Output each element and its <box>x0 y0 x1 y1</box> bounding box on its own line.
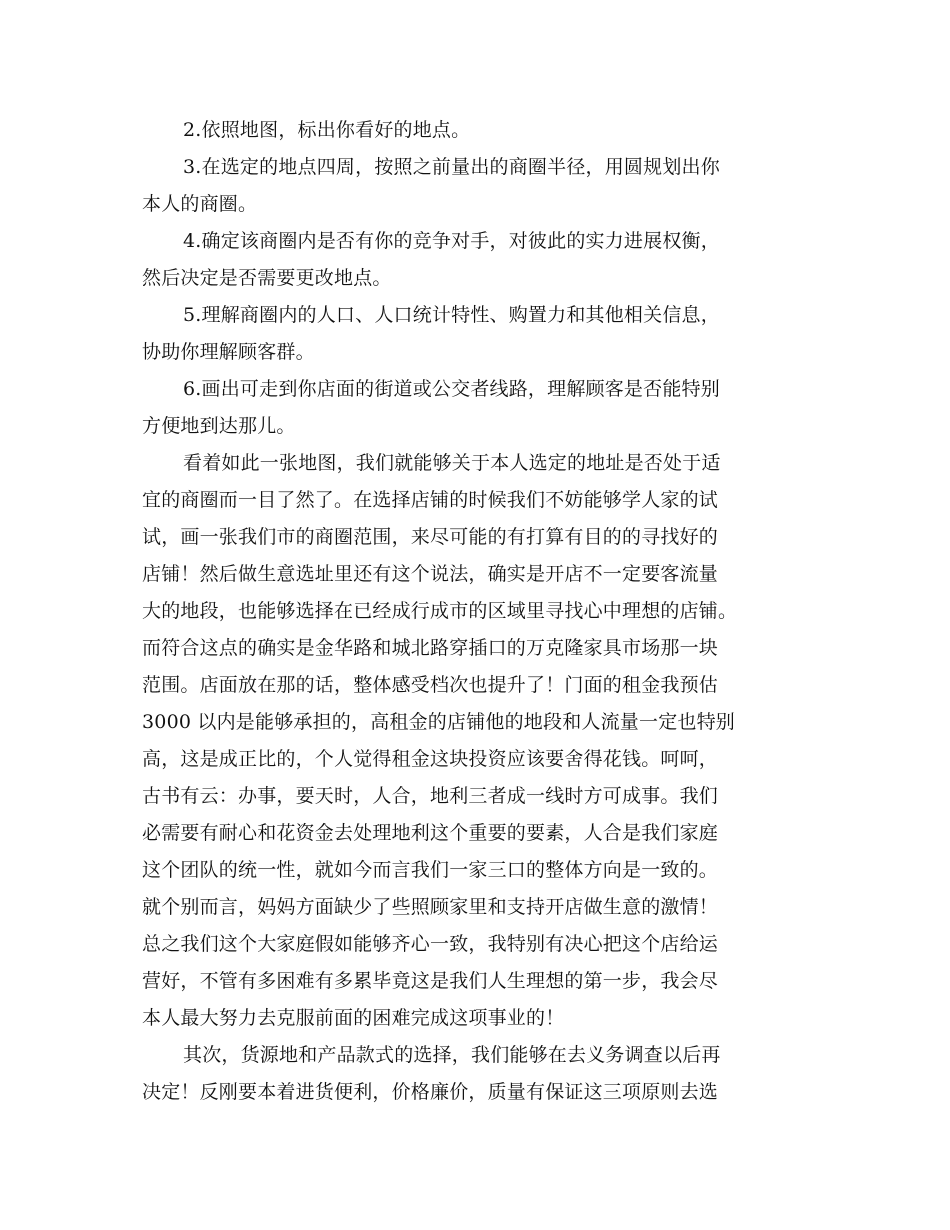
text-line: 然后决定是否需要更改地点。 <box>142 267 392 289</box>
text-line: 3000 以内是能够承担的，高租金的店铺他的地段和人流量一定也特别 <box>142 711 735 733</box>
text-line: 高，这是成正比的，个人觉得租金这块投资应该要舍得花钱。呵呵， <box>142 748 719 770</box>
text-line: 2.依照地图，标出你看好的地点。 <box>183 119 471 141</box>
text-line: 方便地到达那儿。 <box>142 415 296 437</box>
text-line: 范围。店面放在那的话，整体感受档次也提升了！门面的租金我预估 <box>142 674 719 696</box>
text-line: 总之我们这个大家庭假如能够齐心一致，我特别有决心把这个店给运 <box>142 933 719 955</box>
text-line: 宜的商圈而一目了然了。在选择店铺的时候我们不妨能够学人家的试 <box>142 489 719 511</box>
text-line: 店铺！然后做生意选址里还有这个说法，确实是开店不一定要客流量 <box>142 563 719 585</box>
text-line: 而符合这点的确实是金华路和城北路穿插口的万克隆家具市场那一块 <box>142 637 719 659</box>
text-line: 其次，货源地和产品款式的选择，我们能够在去义务调查以后再 <box>183 1044 721 1066</box>
text-line: 营好，不管有多困难有多累毕竟这是我们人生理想的第一步，我会尽 <box>142 970 719 992</box>
text-line: 这个团队的统一性，就如今而言我们一家三口的整体方向是一致的。 <box>142 859 719 881</box>
text-line: 大的地段，也能够选择在已经成行成市的区域里寻找心中理想的店铺。 <box>142 600 738 622</box>
text-line: 必需要有耐心和花资金去处理地利这个重要的要素，人合是我们家庭 <box>142 822 719 844</box>
text-line: 看着如此一张地图，我们就能够关于本人选定的地址是否处于适 <box>183 452 721 474</box>
text-line: 试，画一张我们市的商圈范围，来尽可能的有打算有目的的寻找好的 <box>142 526 719 548</box>
text-line: 4.确定该商圈内是否有你的竞争对手，对彼此的实力进展权衡， <box>183 230 720 252</box>
text-line: 古书有云：办事，要天时，人合，地利三者成一线时方可成事。我们 <box>142 785 719 807</box>
text-line: 本人最大努力去克服前面的困难完成这项事业的！ <box>142 1007 565 1029</box>
text-line: 5.理解商圈内的人口、人口统计特性、购置力和其他相关信息， <box>183 304 720 326</box>
text-line: 3.在选定的地点四周，按照之前量出的商圈半径，用圆规划出你 <box>183 156 720 178</box>
text-line: 本人的商圈。 <box>142 193 258 215</box>
text-line: 协助你理解顾客群。 <box>142 341 315 363</box>
text-line: 就个别而言，妈妈方面缺少了些照顾家里和支持开店做生意的激情！ <box>142 896 719 918</box>
text-line: 决定！反刚要本着进货便利，价格廉价，质量有保证这三项原则去选 <box>142 1081 719 1103</box>
text-line: 6.画出可走到你店面的街道或公交者线路，理解顾客是否能特别 <box>183 378 720 400</box>
